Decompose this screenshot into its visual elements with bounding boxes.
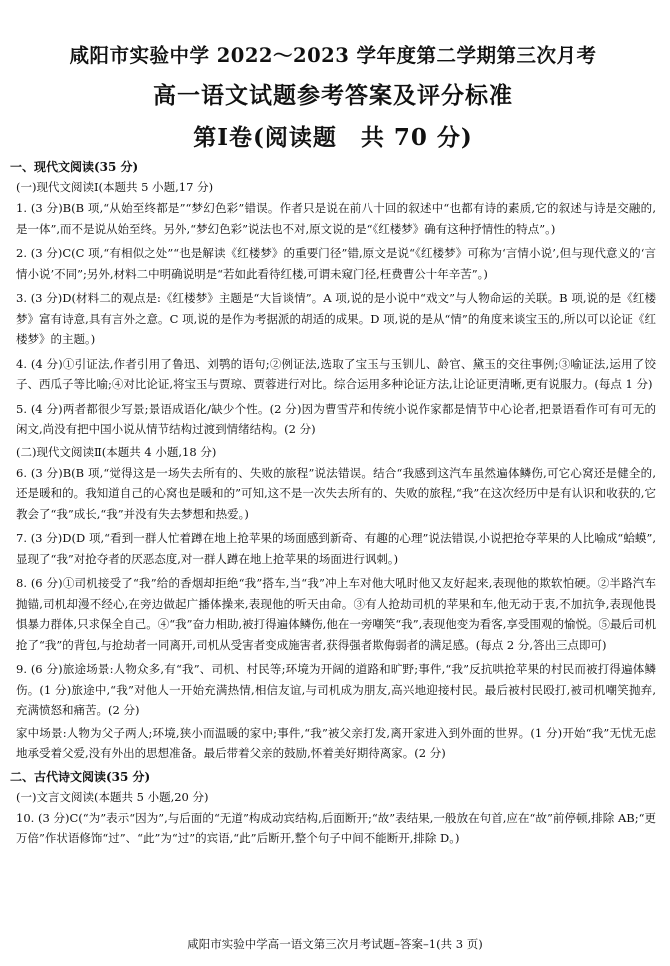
answer-item-3: 3. (3 分)D(材料二的观点是:《红楼梦》主题是“大旨谈情”。A 项,说的是小说中“戏文”与人物命运的关联。B 项,说的是《红楼梦》富有诗意,具有言外之意。C 项,说的是作为考据派的胡适的成果。D 项,说的是从“情”的角度来谈宝玉的,所以可以论证《红楼梦》的主题。) bbox=[16, 291, 656, 346]
answer-item-9: 9. (6 分)旅途场景:人物众多,有“我”、司机、村民等;环境为开阔的道路和旷野;事件,“我”反抗哄抢苹果的村民而被打得遍体鳞伤。(1 分)旅途中,“我”对他人一开始充满热情,相信友谊,与司机成为朋友,高兴地迎接村民。最后被村民殴打,被司机嘲笑抛弃,充满愤怒和痛苦。(2 分) bbox=[16, 662, 656, 717]
answer-item-4: 4. (4 分)①引证法,作者引用了鲁迅、刘鹗的语句;②例证法,选取了宝玉与玉钏儿、龄官、黛玉的交往事例;③喻证法,运用了饺子、西瓜子等比喻;④对比论证,将宝玉与贾琼、贾蓉进行对比。综合运用多种论证方法,让论证更清晰,更有说服力。(每点 1 分) bbox=[16, 356, 656, 391]
answer-item-9-continued: 家中场景:人物为父子两人;环境,狭小而温暖的家中;事件,“我”被父亲打发,离开家进入到外面的世界。(1 分)开始“我”无忧无虑地承受着父爱,没有外出的思想准备。最后带着父亲的鼓励,怀着美好期待离家。(2 分) bbox=[16, 725, 656, 760]
subsection-heading-classical-prose: (一)文言文阅读(本题共 5 小题,20 分) bbox=[16, 789, 209, 804]
answer-item-5: 5. (4 分)两者都很少写景;景语成语化/缺少个性。(2 分)因为曹雪芹和传统小说作家都是情节中心论者,把景语看作可有可无的闲文,尚没有把中国小说从情节结构过渡到情绪结构。(2 分) bbox=[16, 401, 656, 436]
section-heading-modern-reading: 一、现代文阅读(35 分) bbox=[10, 160, 139, 174]
answer-item-10: 10. (3 分)C(“为”表示“因为”,与后面的“无道”构成动宾结构,后面断开;“故”表结果,一般放在句首,应在“故”前停顿,排除 AB;“更万倍”作状语修饰“过”、“此”为“过”的宾语,“此”后断开,整个句子中间不能断开,排除 D。) bbox=[16, 810, 656, 845]
answer-item-1: 1. (3 分)B(B 项,“从始至终都是”“梦幻色彩”错误。作者只是说在前八十回的叙述中“也都有诗的素质,它的叙述与诗是交融的,是一体”,而不是说从始至终。另外,“梦幻色彩”说法也不对,原文说的是“《红楼梦》确有这种抒情性的特点”。) bbox=[16, 201, 656, 236]
exam-title: 咸阳市实验中学 2022～2023 学年度第二学期第三次月考 bbox=[69, 44, 597, 67]
subsection-heading-reading-2: (二)现代文阅读Ⅱ(本题共 4 小题,18 分) bbox=[16, 444, 217, 459]
section-heading-classical-reading: 二、古代诗文阅读(35 分) bbox=[10, 769, 151, 784]
answer-item-8: 8. (6 分)①司机接受了“我”给的香烟却拒绝“我”搭车,当“我”冲上车对他大吼时他又友好起来,表现他的欺软怕硬。②半路汽车抛锚,司机却漫不经心,在旁边做起广播体操来,表现他的听天由命。③有人抢劫司机的苹果和车,他无动于衷,不加抗争,表现他畏惧暴力群体,只求保全自己。④“我”奋力相助,被打得遍体鳞伤,他在一旁嘲笑“我”,表现他变为看客,享受围观的愉悦。⑤最后司机抢了“我”的背包,与抢劫者一同离开,司机从受害者变成施害者,获得强者欺侮弱者的满足感。(每点 2 分,答出三点即可) bbox=[16, 576, 656, 652]
subsection-heading-reading-1: (一)现代文阅读Ⅰ(本题共 5 小题,17 分) bbox=[16, 180, 214, 194]
answer-item-6: 6. (3 分)B(B 项,“觉得这是一场失去所有的、失败的旅程”说法错误。结合“我感到这汽车虽然遍体鳞伤,可它心窝还是健全的,还是暖和的。我知道自己的心窝也是暖和的”可知,这不是一次失去所有的、失败的旅程,“我”在这次经历中是有认识和收获的,它教会了“我”成长,“我”并没有失去梦想和热爱。) bbox=[16, 465, 656, 521]
answer-item-7: 7. (3 分)D(D 项,“看到一群人忙着蹲在地上抢苹果的场面感到新奇、有趣的心理”说法错误,小说把抢夺苹果的人比喻成“蛤蟆”,显现了“我”对抢夺者的厌恶态度,对一群人蹲在地上抢苹果的场面进行讽刺。) bbox=[16, 531, 656, 566]
part-heading: 第Ⅰ卷(阅读题 共 70 分) bbox=[193, 124, 473, 151]
answer-item-2: 2. (3 分)C(C 项,“有相似之处”“也是解读《红楼梦》的重要门径”错,原文是说“《红楼梦》可称为‘言情小说’,但与现代意义的‘言情小说’不同”;另外,材料二中明确说明是“若如此看待红楼,可谓未窥门径,枉费曹公十年辛苦”。) bbox=[16, 246, 656, 281]
page-footer: 咸阳市实验中学高一语文第三次月考试题–答案–1(共 3 页) bbox=[187, 937, 483, 951]
document-subtitle: 高一语文试题参考答案及评分标准 bbox=[153, 82, 513, 109]
